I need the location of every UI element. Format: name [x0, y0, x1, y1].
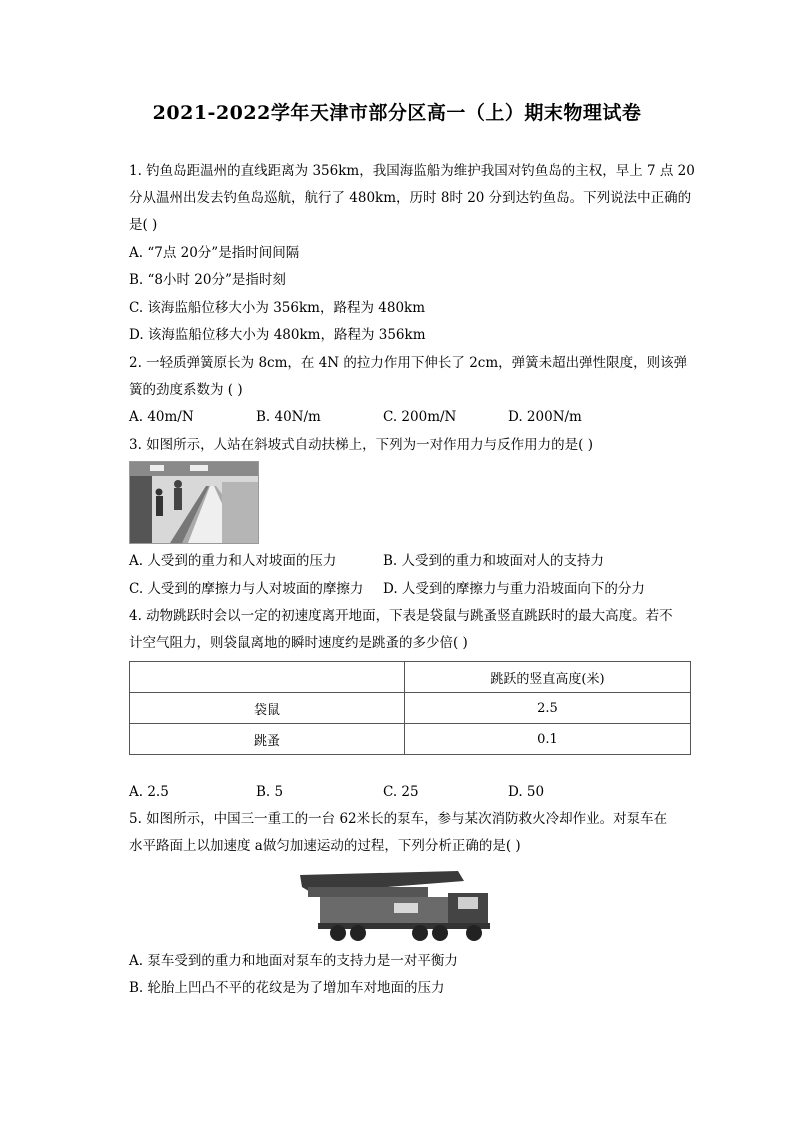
escalator-image [129, 461, 259, 544]
q3-option-d: D. 人受到的摩擦力与重力沿坡面向下的分力 [383, 581, 645, 597]
q4-options [129, 783, 689, 801]
q1-stem-line3: 是( ) [129, 217, 158, 233]
q4-stem-line2: 计空气阻力，则袋鼠离地的瞬时速度约是跳蚤的多少倍( ) [129, 635, 468, 651]
q2-option-c: C. 200m/N [383, 409, 457, 425]
table-header-row [130, 662, 691, 693]
q2-stem-line1: 2. 一轻质弹簧原长为 8cm，在 4N 的拉力作用下伸长了 2cm，弹簧未超出弹性限度，则该弹 [129, 355, 688, 371]
q1-stem-line1: 1. 钓鱼岛距温州的直线距离为 356km，我国海监船为维护我国对钓鱼岛的主权，早上 7 点 20 [129, 163, 695, 179]
q2-options [129, 408, 689, 426]
q5-stem-line2: 水平路面上以加速度 a做匀加速运动的过程，下列分析正确的是( ) [129, 838, 521, 854]
q4-option-d: D. 50 [508, 784, 545, 800]
jump-height-table [129, 661, 691, 755]
q5-option-b: B. 轮胎上凹凸不平的花纹是为了增加车对地面的压力 [129, 980, 445, 996]
q5-stem-line1: 5. 如图所示，中国三一重工的一台 62米长的泵车，参与某次消防救火冷却作业。对泵车在 [129, 811, 668, 827]
q1-stem-line2: 分从温州出发去钓鱼岛巡航，航行了 480km，历时 8时 20 分到达钓鱼岛。下列说法中正确的 [129, 190, 692, 206]
table-header-height: 跳跃的竖直高度(米) [405, 662, 691, 693]
q3-options-row2 [129, 580, 689, 598]
table-cell-animal: 袋鼠 [130, 693, 405, 724]
q3-option-b: B. 人受到的重力和坡面对人的支持力 [383, 553, 605, 569]
q3-options-row1 [129, 552, 689, 570]
q2-option-b: B. 40N/m [256, 409, 321, 425]
table-cell-height: 2.5 [405, 693, 691, 724]
table-row [130, 724, 691, 755]
page-title: 2021-2022学年天津市部分区高一（上）期末物理试卷 [152, 102, 642, 124]
q2-option-a: A. 40m/N [129, 409, 194, 425]
q4-option-a: A. 2.5 [129, 784, 169, 800]
q4-stem-line1: 4. 动物跳跃时会以一定的初速度离开地面，下表是袋鼠与跳蚤竖直跳跃时的最大高度。若不 [129, 608, 673, 624]
q4-option-c: C. 25 [383, 784, 419, 800]
q1-option-d: D. 该海监船位移大小为 480km，路程为 356km [129, 327, 426, 343]
table-row [130, 693, 691, 724]
table-cell-animal: 跳蚤 [130, 724, 405, 755]
q2-stem-line2: 簧的劲度系数为 ( ) [129, 382, 243, 398]
q3-option-c: C. 人受到的摩擦力与人对坡面的摩擦力 [129, 581, 364, 597]
q1-option-a: A. “7点 20分”是指时间间隔 [129, 245, 300, 261]
q1-option-c: C. 该海监船位移大小为 356km，路程为 480km [129, 300, 426, 316]
q3-option-a: A. 人受到的重力和人对坡面的压力 [129, 553, 337, 569]
table-cell-height: 0.1 [405, 724, 691, 755]
q3-stem-line1: 3. 如图所示，人站在斜坡式自动扶梯上，下列为一对作用力与反作用力的是( ) [129, 437, 593, 453]
q2-option-d: D. 200N/m [508, 409, 582, 425]
table-header-blank [130, 662, 405, 693]
q4-option-b: B. 5 [256, 784, 284, 800]
q5-option-a: A. 泵车受到的重力和地面对泵车的支持力是一对平衡力 [129, 953, 458, 969]
q1-option-b: B. “8小时 20分”是指时刻 [129, 272, 286, 288]
pump-truck-image [298, 869, 494, 945]
